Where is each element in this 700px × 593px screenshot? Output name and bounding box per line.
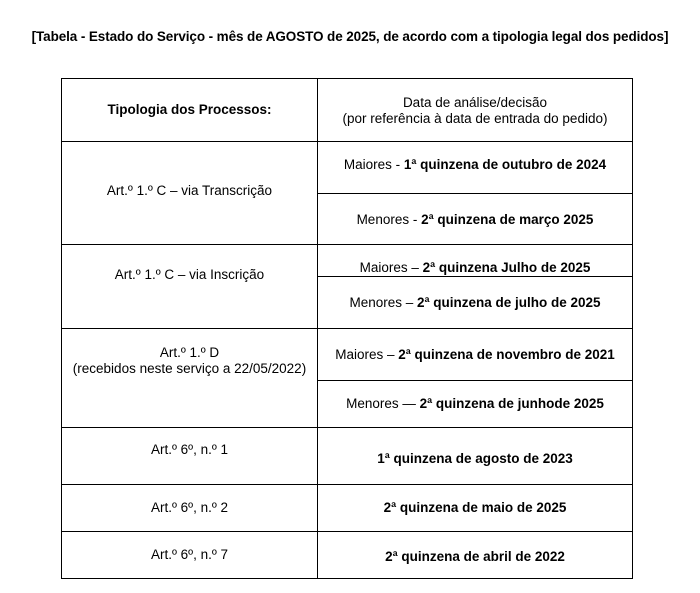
- date-value: 2ª quinzena de julho de 2025: [417, 294, 601, 310]
- date-value: 2ª quinzena de março 2025: [421, 212, 594, 227]
- date-value: 2ª quinzena de junhode 2025: [419, 396, 604, 411]
- tipologia-name: Art.º 1.º D: [159, 345, 220, 360]
- date-prefix: Menores -: [356, 212, 422, 227]
- tipologia-note: (recebidos neste serviço a 22/05/2022): [72, 361, 307, 376]
- tipologia-cell: Art.º 1.º C – via Inscrição: [114, 266, 265, 282]
- date-cell: [318, 329, 632, 380]
- header-tipologia: Tipologia dos Processos:: [107, 102, 272, 117]
- date-prefix: Maiores –: [359, 259, 423, 275]
- date-cell: [318, 277, 632, 328]
- date-value: 2ª quinzena Julho de 2025: [422, 259, 591, 275]
- header-data: [318, 81, 632, 141]
- date-prefix: Menores –: [349, 294, 417, 310]
- date-prefix: Menores —: [346, 396, 420, 411]
- date-cell: 2ª quinzena de maio de 2025: [383, 500, 567, 515]
- header-data-line2: (por referência à data de entrada do pedido): [342, 111, 608, 126]
- table-caption: [Tabela - Estado do Serviço - mês de AGOSTO de 2025, de acordo com a tipologia legal dos pedidos]: [31, 29, 669, 44]
- date-cell: [318, 142, 632, 193]
- date-cell: [318, 194, 632, 244]
- date-value: 1ª quinzena de outubro de 2024: [403, 156, 607, 172]
- date-cell: 2ª quinzena de abril de 2022: [385, 549, 565, 564]
- date-cell: [318, 381, 632, 427]
- date-prefix: Maiores –: [335, 346, 399, 362]
- date-value: 2ª quinzena de novembro de 2021: [398, 346, 615, 362]
- tipologia-cell: [62, 329, 317, 427]
- tipologia-cell: Art.º 6º, n.º 7: [150, 547, 229, 562]
- date-prefix: Maiores -: [343, 156, 404, 172]
- status-table: [61, 78, 633, 579]
- tipologia-cell: Art.º 6º, n.º 1: [150, 442, 229, 457]
- header-data-line1: Data de análise/decisão: [402, 95, 548, 110]
- tipologia-cell: Art.º 6º, n.º 2: [150, 500, 229, 515]
- date-cell: [318, 245, 632, 276]
- tipologia-cell: Art.º 1.º C – via Transcrição: [106, 183, 273, 198]
- date-cell: 1ª quinzena de agosto de 2023: [377, 451, 573, 466]
